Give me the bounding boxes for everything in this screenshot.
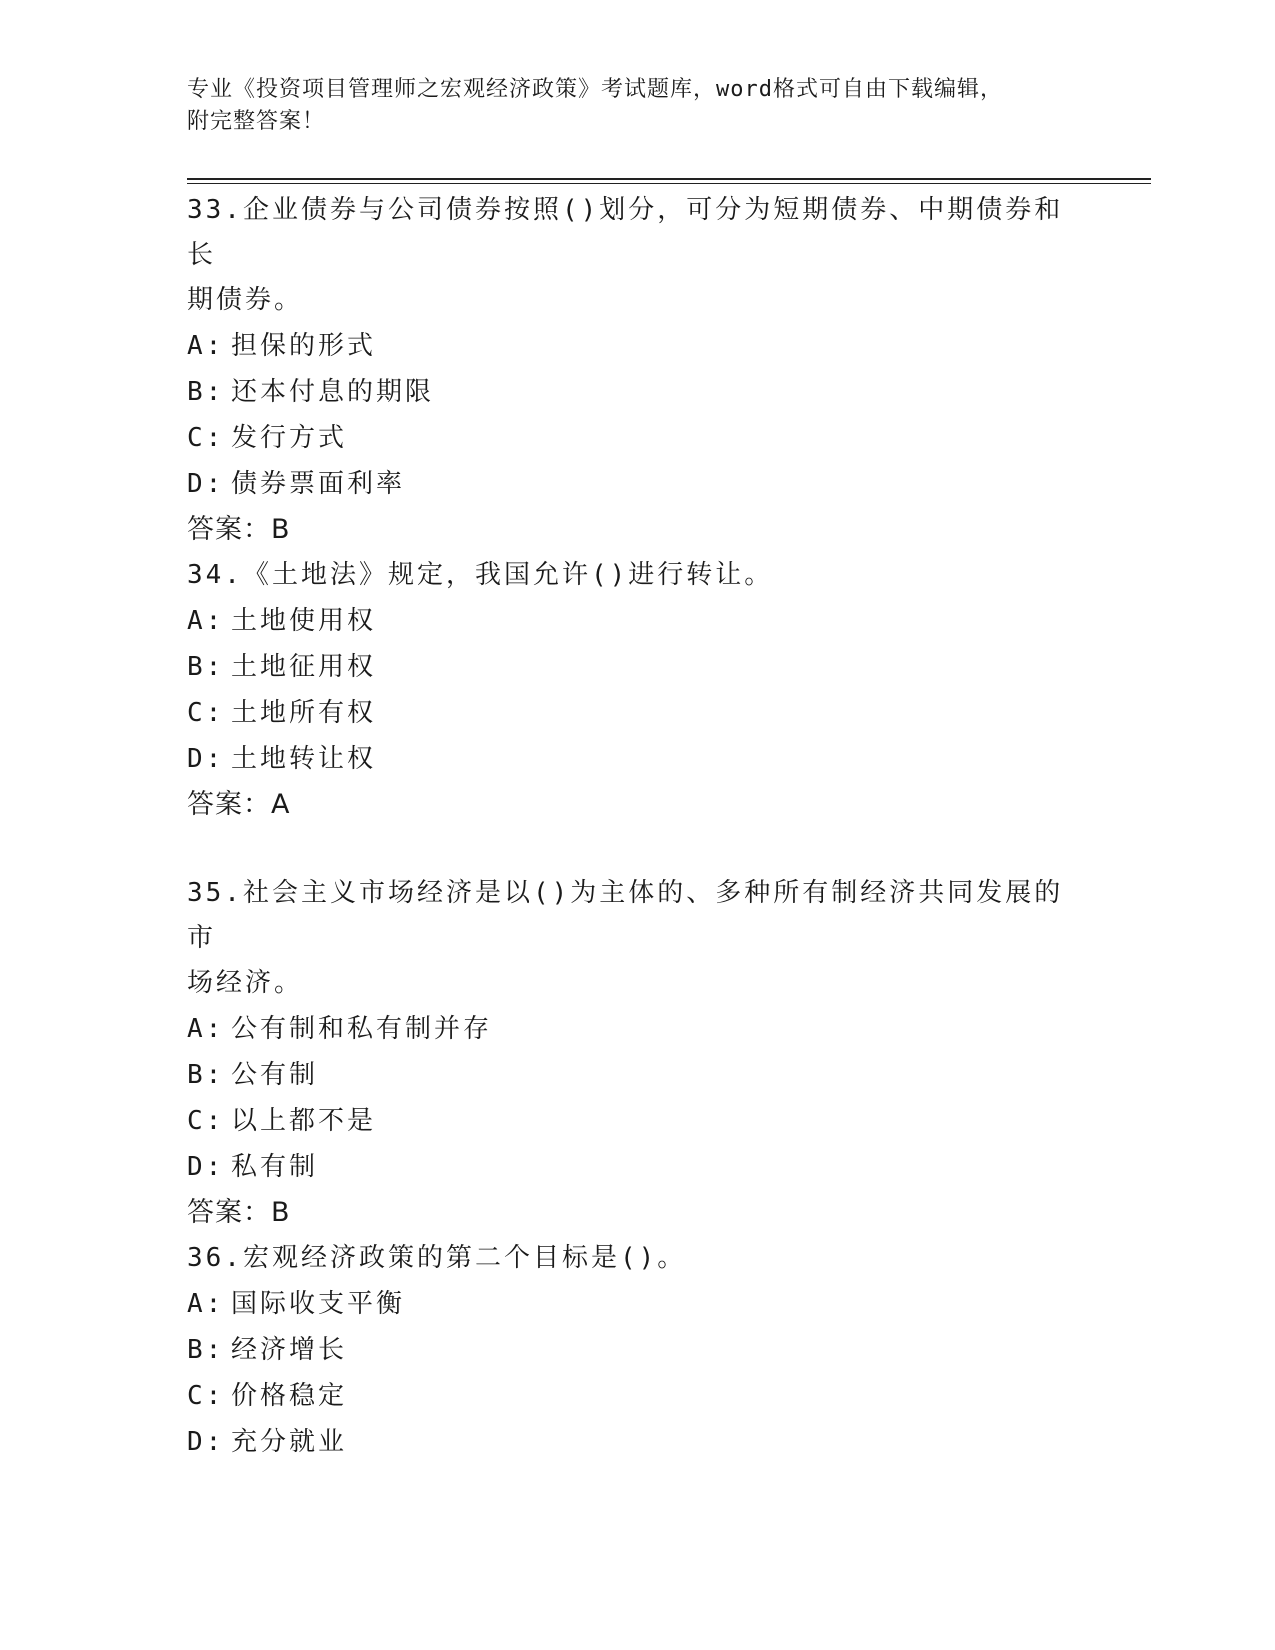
option-letter: D: — [187, 1427, 225, 1457]
option-text: 土地征用权 — [231, 652, 377, 682]
option-letter: B: — [187, 652, 225, 682]
option-text: 发行方式 — [231, 423, 348, 453]
question-stem-line-1: 33.企业债券与公司债券按照()划分，可分为短期债券、中期债券和长 — [187, 195, 1064, 270]
header-line-2: 附完整答案！ — [187, 109, 326, 134]
option-d — [187, 1419, 1087, 1465]
option-b — [187, 369, 1087, 415]
option-a — [187, 323, 1087, 369]
question-stem-line-1: 36.宏观经济政策的第二个目标是()。 — [187, 1243, 687, 1273]
option-letter: C: — [187, 698, 225, 728]
option-d — [187, 736, 1087, 782]
header-divider-thick — [187, 178, 1151, 180]
option-b — [187, 644, 1087, 690]
option-text: 价格稳定 — [231, 1381, 348, 1411]
option-c — [187, 1373, 1087, 1419]
option-text: 债券票面利率 — [231, 469, 406, 499]
option-text: 土地转让权 — [231, 744, 377, 774]
question-stem-line-2: 场经济。 — [187, 968, 304, 998]
option-text: 还本付息的期限 — [231, 377, 435, 407]
option-letter: C: — [187, 423, 225, 453]
document-header — [187, 74, 1087, 138]
option-text: 以上都不是 — [231, 1106, 377, 1136]
option-letter: A: — [187, 606, 225, 636]
option-letter: C: — [187, 1381, 225, 1411]
question-stem-line-1: 34.《土地法》规定，我国允许()进行转让。 — [187, 560, 774, 590]
option-text: 公有制和私有制并存 — [231, 1014, 493, 1044]
option-letter: B: — [187, 1060, 225, 1090]
option-letter: A: — [187, 331, 225, 361]
option-a — [187, 1281, 1087, 1327]
header-line-1: 专业《投资项目管理师之宏观经济政策》考试题库，word格式可自由下载编辑， — [187, 77, 1003, 102]
option-letter: B: — [187, 1335, 225, 1365]
option-c — [187, 1098, 1087, 1144]
option-text: 经济增长 — [231, 1335, 348, 1365]
option-text: 私有制 — [231, 1152, 319, 1182]
option-text: 充分就业 — [231, 1427, 348, 1457]
question-35 — [187, 871, 1087, 1236]
option-letter: B: — [187, 377, 225, 407]
question-stem-line-2: 期债券。 — [187, 285, 304, 315]
header-divider-thin — [187, 183, 1151, 184]
option-text: 土地使用权 — [231, 606, 377, 636]
option-a — [187, 598, 1087, 644]
question-36 — [187, 1236, 1087, 1465]
question-stem — [187, 553, 1087, 598]
answer-line: 答案：B — [187, 514, 291, 545]
option-b — [187, 1052, 1087, 1098]
answer-line: 答案：A — [187, 789, 291, 820]
option-letter: D: — [187, 1152, 225, 1182]
option-d — [187, 1144, 1087, 1190]
option-d — [187, 461, 1087, 507]
option-text: 公有制 — [231, 1060, 319, 1090]
option-a — [187, 1006, 1087, 1052]
option-letter: D: — [187, 744, 225, 774]
option-text: 国际收支平衡 — [231, 1289, 406, 1319]
option-text: 土地所有权 — [231, 698, 377, 728]
option-b — [187, 1327, 1087, 1373]
question-stem — [187, 871, 1087, 1006]
question-34 — [187, 553, 1087, 828]
answer-line: 答案：B — [187, 1197, 291, 1228]
question-stem — [187, 1236, 1087, 1281]
option-c — [187, 415, 1087, 461]
option-text: 担保的形式 — [231, 331, 377, 361]
question-33 — [187, 188, 1087, 553]
option-c — [187, 690, 1087, 736]
option-letter: D: — [187, 469, 225, 499]
question-stem-line-1: 35.社会主义市场经济是以()为主体的、多种所有制经济共同发展的市 — [187, 878, 1064, 953]
option-letter: A: — [187, 1289, 225, 1319]
option-letter: C: — [187, 1106, 225, 1136]
option-letter: A: — [187, 1014, 225, 1044]
question-stem — [187, 188, 1087, 323]
